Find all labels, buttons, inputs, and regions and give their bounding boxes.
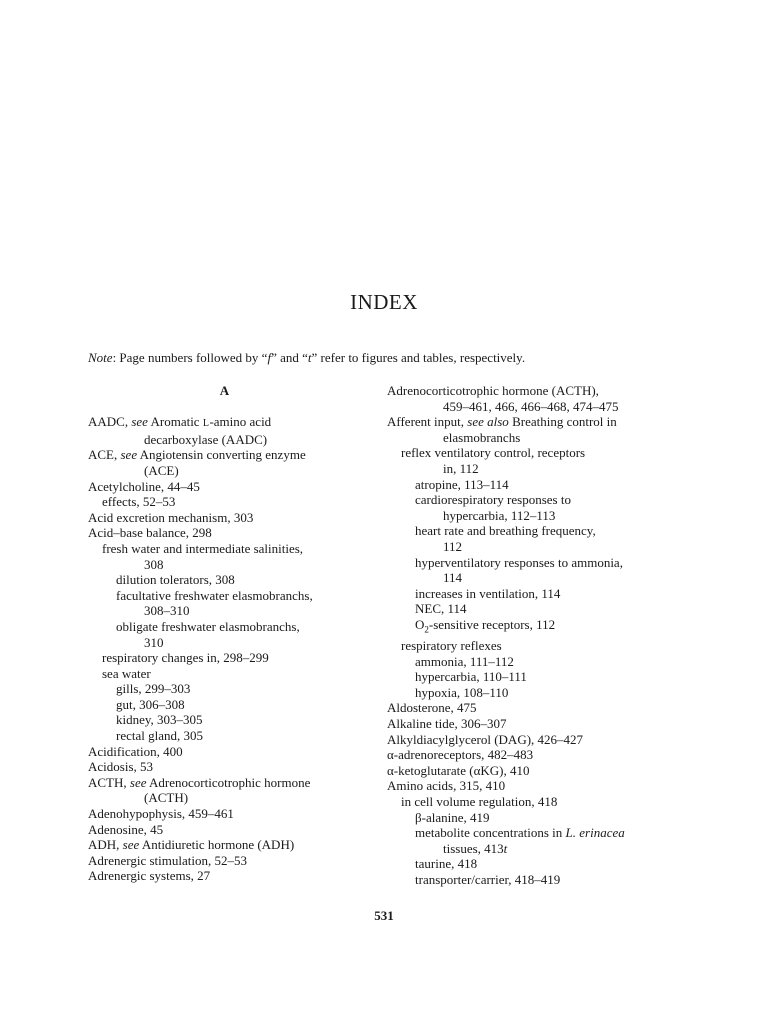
index-subsubentry: $O_2$-sensitive receptors, 112 <box>415 616 556 635</box>
index-note: Note: Page numbers followed by “f” and “t” refer to figures and tables, respectively. <box>88 350 526 365</box>
index-subentry: effects, 52–53 <box>102 494 176 510</box>
index-subsubentry: cardiorespiratory responses to <box>415 492 571 508</box>
index-entry-continuation: decarboxylase (AADC) <box>144 431 268 447</box>
index-entry: α-adrenoreceptors, 482–483 <box>387 747 534 763</box>
index-entry: ACE, see Angiotensin converting enzyme <box>88 447 306 463</box>
index-entry-continuation: 459–461, 466, 466–468, 474–475 <box>443 398 619 414</box>
index-subsubentry: transporter/carrier, 418–419 <box>415 872 561 887</box>
index-subsubentry: dilution tolerators, 308 <box>116 572 235 588</box>
index-subsubentry: increases in ventilation, 114 <box>415 585 561 601</box>
index-column-right <box>387 383 687 888</box>
index-entry-continuation: elasmobranchs <box>443 429 521 445</box>
index-subsubentry: taurine, 418 <box>415 856 478 872</box>
index-subentry: sea water <box>102 665 151 681</box>
index-entry: α-ketoglutarate (αKG), 410 <box>387 762 530 778</box>
index-entry-continuation: (ACTH) <box>144 790 189 806</box>
index-entry: Acetylcholine, 44–45 <box>88 478 200 494</box>
index-entry: Adrenergic stimulation, 52–53 <box>88 852 247 868</box>
note-label: Note <box>88 350 113 365</box>
index-subsubentry: obligate freshwater elasmobranchs, <box>116 618 300 634</box>
index-entry: Acid–base balance, 298 <box>88 525 212 541</box>
index-subsubentry: heart rate and breathing frequency, <box>415 523 596 539</box>
index-entry-continuation: 308–310 <box>144 603 190 619</box>
index-subsubentry: hypercarbia, 110–111 <box>415 669 527 685</box>
index-subsubentry: rectal gland, 305 <box>116 728 203 744</box>
index-entry-continuation: 310 <box>144 634 164 650</box>
index-entry-continuation: hypercarbia, 112–113 <box>443 507 556 523</box>
index-entry: AADC, see Aromatic L-amino acid <box>88 414 272 430</box>
index-entry: Afferent input, see also Breathing control in <box>387 414 617 430</box>
index-subsubentry: facultative freshwater elasmobranchs, <box>116 587 313 603</box>
index-entry: ADH, see Antidiuretic hormone (ADH) <box>88 837 295 853</box>
index-entry: Adenohypophysis, 459–461 <box>88 806 234 822</box>
index-subsubentry: atropine, 113–114 <box>415 476 509 492</box>
index-entry: Acid excretion mechanism, 303 <box>88 509 254 525</box>
index-subsubentry: gills, 299–303 <box>116 681 191 697</box>
index-entry-continuation: in, 112 <box>443 460 479 476</box>
index-subentry: respiratory changes in, 298–299 <box>102 650 269 666</box>
index-entry: Amino acids, 315, 410 <box>387 778 506 794</box>
index-subentry: fresh water and intermediate salinities, <box>102 540 304 556</box>
index-subsubentry: ammonia, 111–112 <box>415 653 514 669</box>
index-subsubentry: kidney, 303–305 <box>116 712 203 728</box>
index-subsubentry: gut, 306–308 <box>116 696 185 712</box>
page-number: 531 <box>374 908 394 923</box>
index-entry-continuation: tissues, 413t <box>443 840 508 856</box>
index-entry: Alkaline tide, 306–307 <box>387 716 507 732</box>
index-entry: Adrenocorticotrophic hormone (ACTH), <box>387 383 599 398</box>
section-letter: A <box>219 383 230 398</box>
index-entry: Aldosterone, 475 <box>387 700 477 716</box>
index-subsubentry: NEC, 114 <box>415 601 467 617</box>
index-entry: ACTH, see Adrenocorticotrophic hormone <box>88 774 311 790</box>
page-title: INDEX <box>350 290 418 314</box>
index-entry: Alkyldiacylglycerol (DAG), 426–427 <box>387 731 584 747</box>
index-entry: Adenosine, 45 <box>88 821 164 837</box>
index-entry: Adrenergic systems, 27 <box>88 868 211 884</box>
index-subsubentry: metabolite concentrations in L. erinacea <box>415 825 625 841</box>
index-entry-continuation: 308 <box>144 556 164 572</box>
index-entry-continuation: 114 <box>443 570 463 586</box>
index-entry-continuation: 112 <box>443 538 463 554</box>
index-subsubentry: hypoxia, 108–110 <box>415 684 509 700</box>
index-subentry: reflex ventilatory control, receptors <box>401 445 586 461</box>
index-entry: Acidosis, 53 <box>88 759 153 775</box>
index-subentry: respiratory reflexes <box>401 638 502 654</box>
index-entry: Acidification, 400 <box>88 743 183 759</box>
index-column-left <box>88 383 373 884</box>
index-entry-continuation: (ACE) <box>144 462 179 478</box>
index-subentry: in cell volume regulation, 418 <box>401 794 558 810</box>
index-subsubentry: hyperventilatory responses to ammonia, <box>415 554 623 570</box>
index-subsubentry: β-alanine, 419 <box>415 809 490 825</box>
